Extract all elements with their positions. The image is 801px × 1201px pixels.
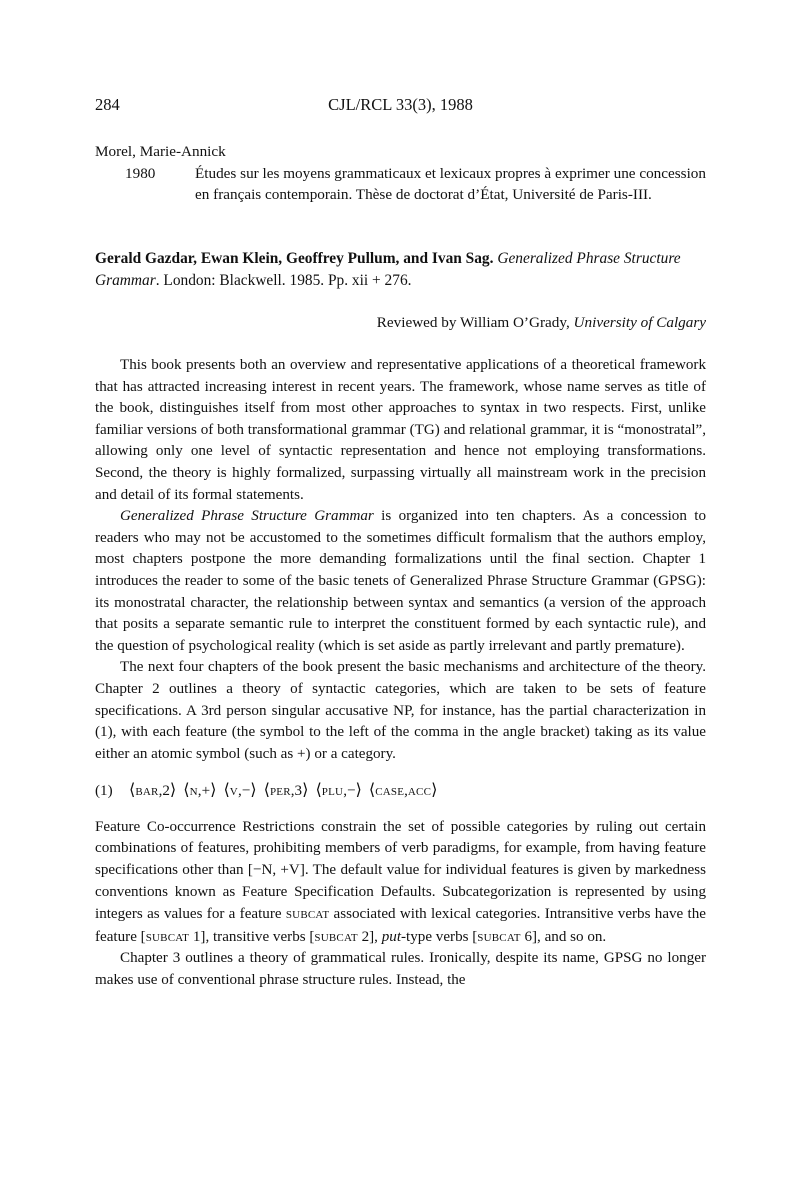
feature-name: bar — [135, 782, 159, 800]
feature-comma: , — [343, 783, 347, 800]
review-book-title: Generalized Phrase Structure Grammar — [95, 249, 681, 289]
feature-subcat-label: subcat — [145, 927, 190, 945]
feature-name: case — [375, 782, 405, 800]
body-paragraph-2 — [95, 506, 706, 657]
feature-bar — [129, 780, 177, 800]
numbered-example-1 — [95, 779, 706, 803]
feature-name: v — [229, 782, 238, 800]
feature-subcat-label: subcat — [477, 927, 521, 945]
body-paragraph-4-text-6: 6], and so on. — [520, 928, 607, 945]
angle-open-icon: ⟨ — [315, 780, 322, 800]
reviewer-line — [95, 312, 706, 334]
feature-per — [263, 780, 309, 800]
example-verb-put: put — [381, 928, 402, 945]
body-paragraph-4 — [95, 817, 706, 949]
angle-close-icon: ⟩ — [210, 780, 217, 800]
body-paragraph-5: Chapter 3 outlines a theory of grammatical rules. Ironically, despite its name, GPSG no longer makes use of conventional phrase structure rules. Instead, the — [95, 950, 706, 989]
example-number: (1) — [95, 783, 113, 800]
feature-comma: , — [197, 783, 202, 800]
body-paragraph-4-text-2: associated with lexical categories. Intransitive verbs have the feature [ — [95, 906, 706, 945]
feature-v — [223, 780, 257, 800]
feature-value: 3 — [294, 783, 303, 800]
body-paragraph-1: This book presents both an overview and representative applications of a theoretical framework that has attracted increasing interest in recent years. The framework, whose name serves as title of the book, distinguishes itself from most other approaches to syntax in two respects. First, unlike familiar versions of both transformational grammar (TG) and relational grammar, it is “monostratal”, allowing only one level of syntactic representation and hence not employing transformations. Second, the theory is highly formalized, surpassing virtually all mainstream work in the precision and detail of its formal statements. — [95, 357, 706, 503]
feature-value: acc — [407, 782, 432, 800]
angle-open-icon: ⟨ — [368, 780, 376, 800]
body-paragraph-2-title: Generalized Phrase Structure Grammar — [120, 508, 374, 525]
bibliography-row — [95, 163, 706, 206]
feature-name: n — [189, 782, 198, 800]
page-content — [95, 95, 706, 992]
body-paragraph-4-text-5: -type verbs [ — [401, 928, 478, 945]
angle-open-icon: ⟨ — [263, 780, 270, 800]
body-paragraph-4-text-1: Feature Co-occurrence Restrictions constrain the set of possible categories by ruling out certain combinations of features, prohibiting members of verb paradigms, for example, from having feature specifications other than [−N, +V]. The default value for individual features is given by markedness conventions known as Feature Specification Defaults. Subcategorization is represented by using integers as values for a feature — [95, 818, 706, 923]
angle-close-icon: ⟩ — [302, 780, 309, 800]
feature-subcat-label: subcat — [314, 927, 358, 945]
bibliography-year: 1980 — [125, 164, 156, 182]
review-body — [95, 355, 706, 992]
journal-citation-line: CJL/RCL 33(3), 1988 — [328, 95, 473, 114]
angle-open-icon: ⟨ — [129, 780, 136, 800]
body-paragraph-2-text: is organized into ten chapters. As a concession to readers who may not be accustomed to the sometimes difficult formalism that the authors employ, most chapters postpone the more demanding formalizations until the final section. Chapter 1 introduces the reader to some of the basic tenets of Generalized Phrase Structure Grammar (GPSG): its monostratal character, the relationship between syntax and semantics (a version of the approach that posits a separate semantic rule to interpret the constituent formed by each syntactic rule), and the question of psychological reality (which is set aside as partly irrelevant and partly premature). — [95, 508, 706, 654]
feature-name: per — [269, 782, 291, 800]
reviewer-name: Reviewed by William O’Grady, — [376, 313, 570, 331]
body-paragraph-4-text-4: 2], — [357, 928, 382, 945]
body-paragraph-3: The next four chapters of the book present the basic mechanisms and architecture of the theory. Chapter 2 outlines a theory of syntactic categories, which are taken to be sets of feature specifications. A 3rd person singular accusative NP, for instance, has the partial characterization in (1), with each feature (the symbol to the left of the comma in the angle bracket) taking as its value either an atomic symbol (such as +) or a category. — [95, 659, 706, 762]
running-head — [95, 95, 706, 125]
feature-value: − — [346, 783, 356, 800]
feature-plu — [315, 780, 362, 800]
feature-comma: , — [290, 783, 295, 800]
angle-open-icon: ⟨ — [183, 780, 190, 800]
feature-subcat-label: subcat — [285, 905, 330, 923]
angle-close-icon: ⟩ — [431, 780, 438, 800]
review-book-authors: Gerald Gazdar, Ewan Klein, Geoffrey Pullum, and Ivan Sag. — [95, 249, 494, 267]
feature-value: 2 — [162, 783, 170, 800]
angle-close-icon: ⟩ — [355, 780, 362, 800]
angle-close-icon: ⟩ — [250, 780, 257, 800]
angle-close-icon: ⟩ — [169, 780, 177, 800]
feature-case — [368, 780, 438, 800]
feature-name: plu — [321, 782, 344, 800]
feature-n — [183, 780, 217, 800]
feature-comma: , — [237, 783, 242, 800]
feature-value: − — [241, 783, 251, 800]
review-book-publication: . London: Blackwell. 1985. Pp. xii + 276. — [155, 271, 412, 289]
reviewer-affiliation: University of Calgary — [573, 313, 706, 331]
bibliography-author: Morel, Marie-Annick — [95, 143, 226, 160]
angle-open-icon: ⟨ — [223, 780, 230, 800]
feature-comma: , — [404, 783, 408, 800]
bibliography-reference-text: Études sur les moyens grammaticaux et lexicaux propres à exprimer une concession en français contemporain. Thèse de doctorat d’État, Université de Paris-III. — [195, 164, 706, 203]
page-number: 284 — [95, 95, 120, 114]
feature-comma: , — [158, 783, 163, 800]
feature-value: + — [201, 783, 211, 800]
body-paragraph-4-text-3: 1], transitive verbs [ — [189, 928, 315, 945]
bibliography-entry — [95, 141, 706, 206]
review-book-header — [95, 248, 706, 292]
